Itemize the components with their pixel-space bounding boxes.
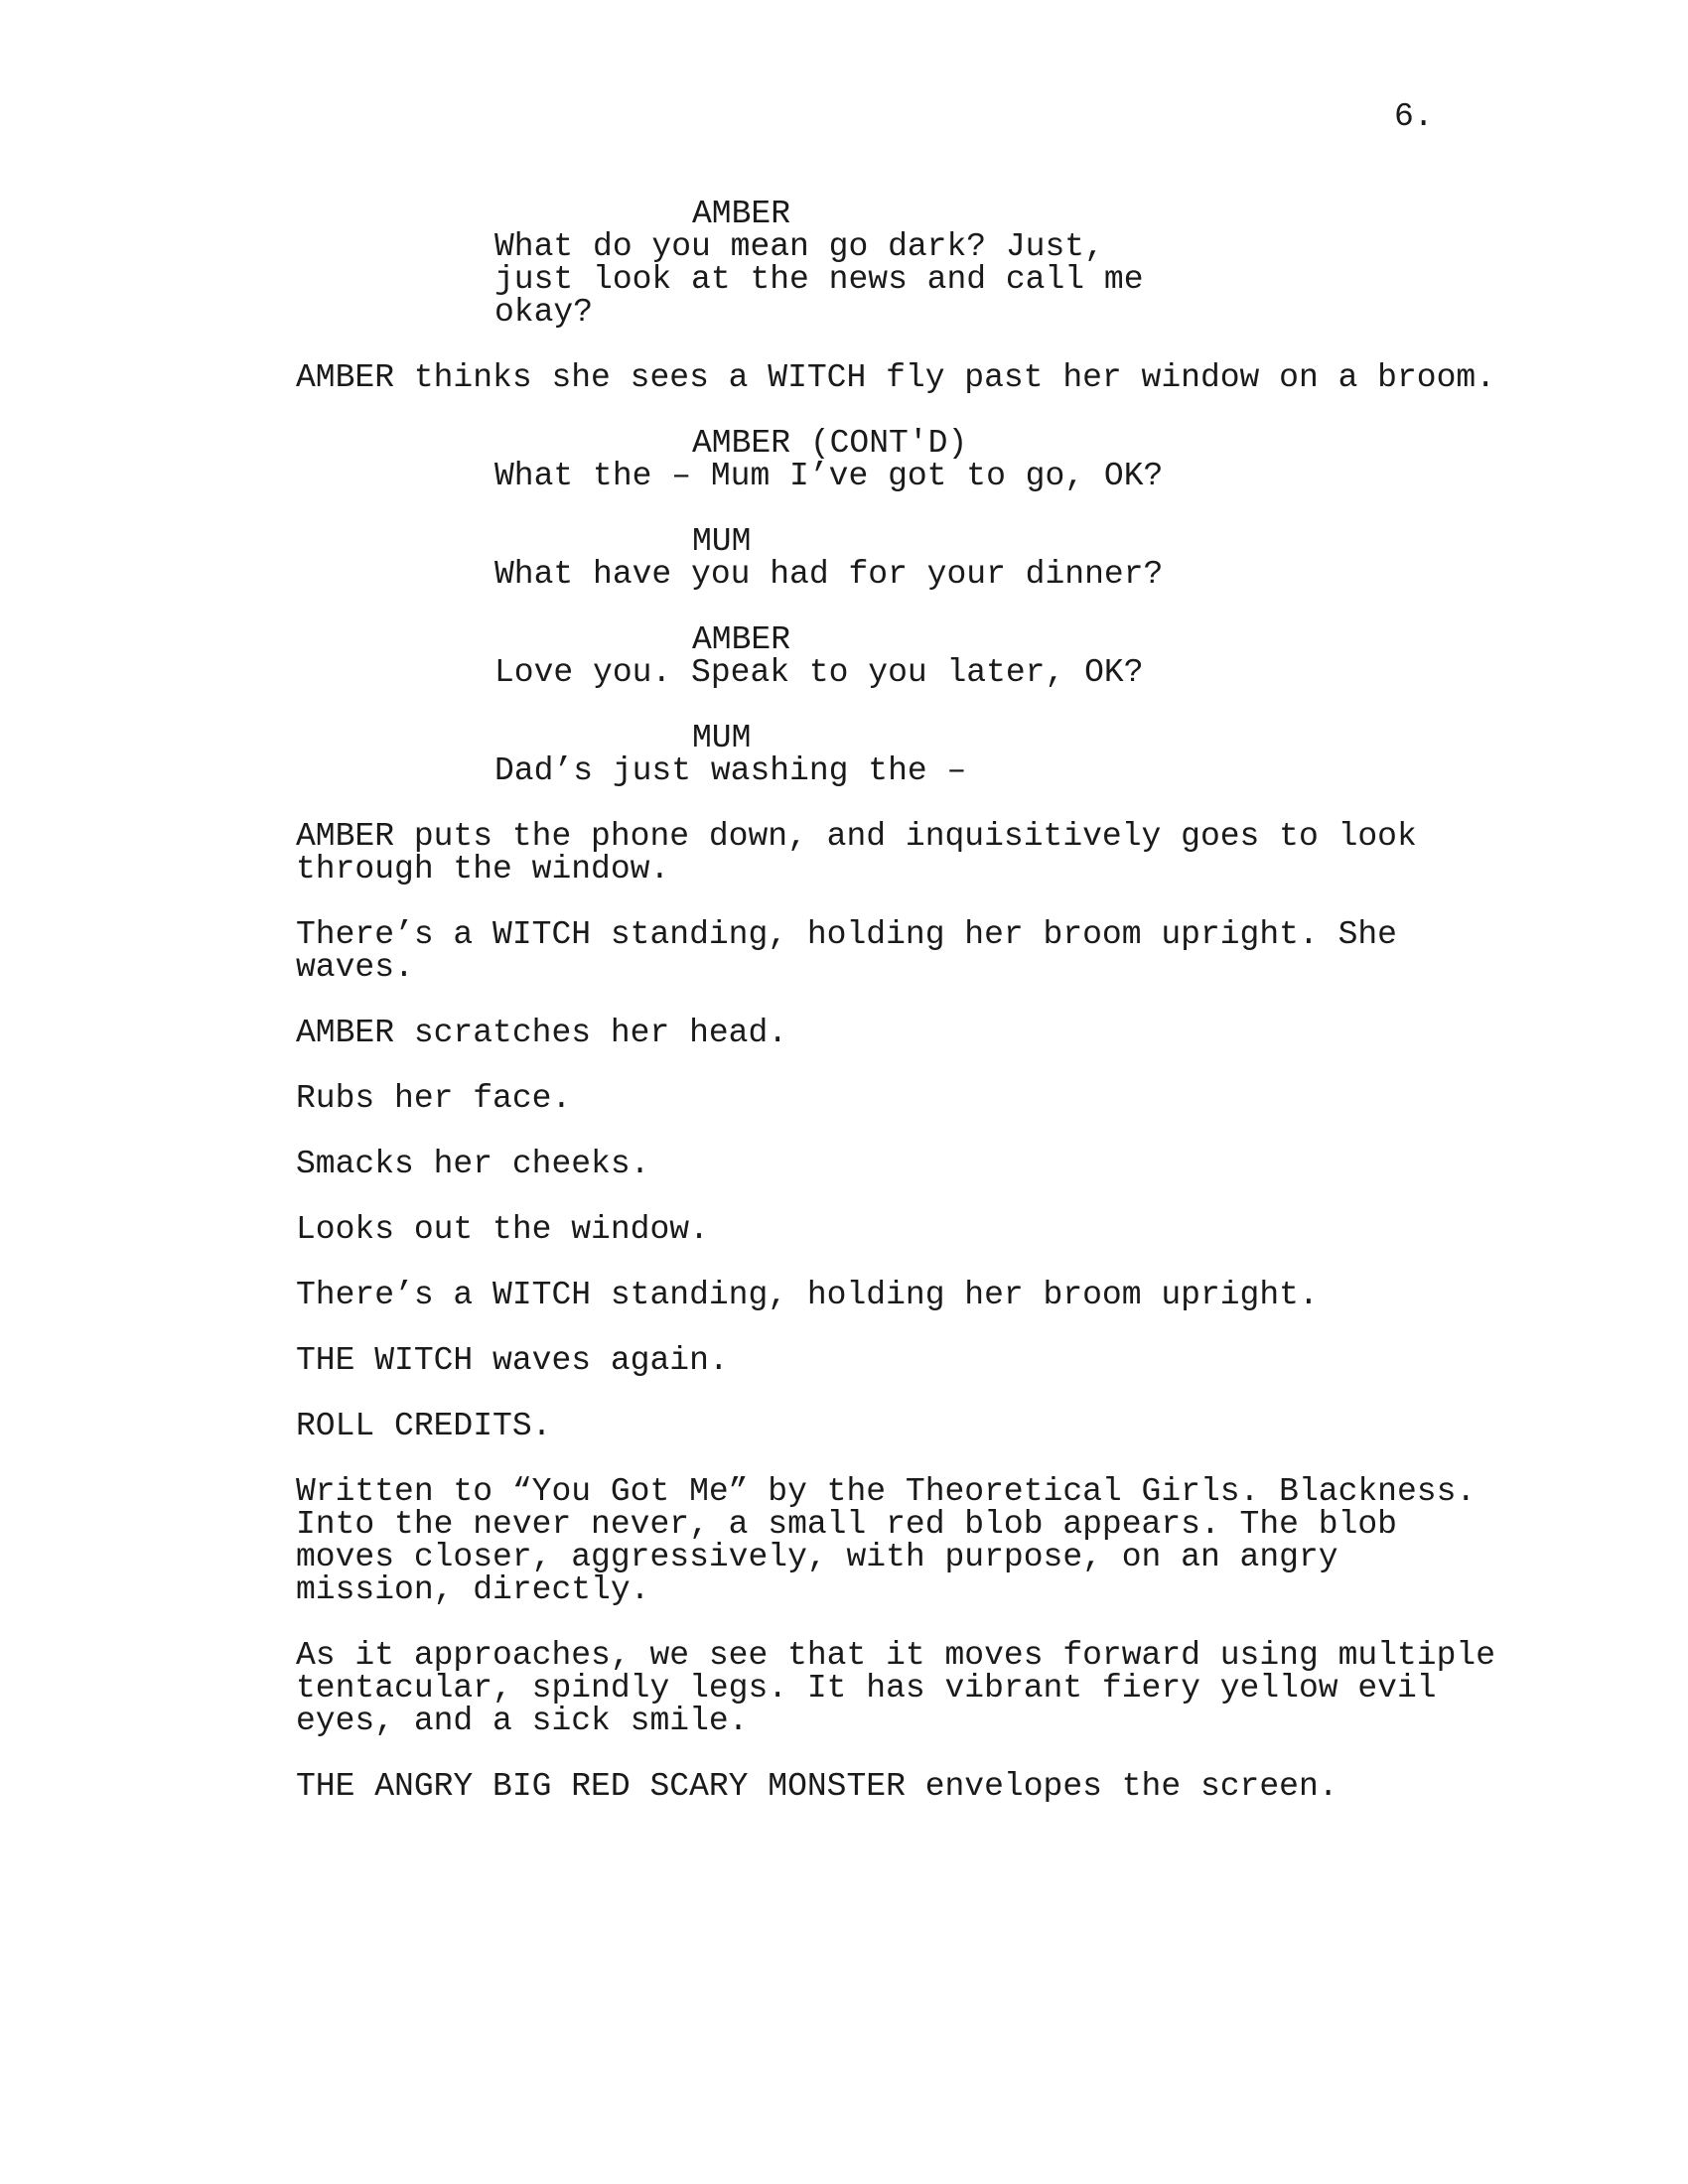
- action-line: eyes, and a sick smile.: [296, 1703, 749, 1739]
- action-line: AMBER puts the phone down, and inquisitively goes to look: [296, 818, 1417, 855]
- character-name: AMBER: [692, 621, 791, 658]
- character-cue: [296, 722, 1487, 754]
- action-line: tentacular, spindly legs. It has vibrant fiery yellow evil: [296, 1670, 1437, 1706]
- action-line: There’s a WITCH standing, holding her broom upright.: [296, 1277, 1319, 1313]
- action-line: ROLL CREDITS.: [296, 1408, 552, 1444]
- action-line: waves.: [296, 949, 414, 986]
- action-paragraph: [296, 1279, 1487, 1311]
- action-paragraph: [296, 1637, 1495, 1739]
- action-line: Into the never never, a small red blob appears. The blob: [296, 1506, 1397, 1543]
- character-cue: [296, 525, 1487, 558]
- action-line: Written to “You Got Me” by the Theoretical Girls. Blackness.: [296, 1473, 1477, 1510]
- action-line: There’s a WITCH standing, holding her broom upright. She: [296, 916, 1397, 953]
- action-paragraph: [296, 1148, 1487, 1180]
- dialogue: [296, 656, 1487, 689]
- character-cue: [296, 427, 1487, 460]
- dialogue-line: okay?: [494, 294, 594, 331]
- dialogue: [296, 558, 1487, 591]
- dialogue-line: Dad’s just washing the –: [494, 752, 967, 789]
- action-line: THE ANGRY BIG RED SCARY MONSTER envelopes the screen.: [296, 1768, 1338, 1805]
- character-cue: [296, 623, 1487, 656]
- action-paragraph: [296, 1344, 1487, 1377]
- action-line: through the window.: [296, 851, 670, 887]
- page-number: 6.: [1394, 98, 1434, 135]
- dialogue-line: just look at the news and call me: [494, 261, 1144, 298]
- action-line: Smacks her cheeks.: [296, 1146, 650, 1182]
- action-paragraph: [296, 1475, 1487, 1606]
- action-paragraph: [296, 1082, 1487, 1115]
- dialogue: [296, 460, 1487, 492]
- action-line: THE WITCH waves again.: [296, 1342, 729, 1379]
- action-line: AMBER scratches her head.: [296, 1015, 788, 1051]
- dialogue: [296, 754, 1487, 787]
- action-line: As it approaches, we see that it moves forward using multiple: [296, 1637, 1495, 1674]
- character-name: AMBER (CONT'D): [692, 425, 968, 462]
- dialogue-line: What do you mean go dark? Just,: [494, 228, 1104, 265]
- action-paragraph: [296, 918, 1487, 984]
- dialogue: [296, 230, 1487, 329]
- character-name: MUM: [692, 720, 752, 756]
- dialogue-line: What have you had for your dinner?: [494, 556, 1164, 593]
- action-paragraph: [296, 1213, 1487, 1246]
- action-paragraph: [296, 820, 1487, 886]
- character-name: MUM: [692, 523, 752, 560]
- action-paragraph: [296, 1410, 1487, 1442]
- action-line: Rubs her face.: [296, 1080, 572, 1117]
- action-line: Looks out the window.: [296, 1211, 709, 1248]
- action-line: AMBER thinks she sees a WITCH fly past her window on a broom.: [296, 359, 1495, 396]
- action-line: moves closer, aggressively, with purpose, on an angry: [296, 1539, 1338, 1575]
- action-paragraph: [296, 1770, 1487, 1803]
- action-paragraph: [296, 1017, 1487, 1049]
- dialogue-line: Love you. Speak to you later, OK?: [494, 654, 1144, 691]
- character-cue: [296, 198, 1487, 230]
- action-paragraph: [296, 359, 1495, 396]
- character-name: AMBER: [692, 196, 791, 232]
- dialogue-line: What the – Mum I’ve got to go, OK?: [494, 458, 1164, 494]
- screenplay-body: [296, 196, 1495, 1805]
- action-line: mission, directly.: [296, 1571, 650, 1608]
